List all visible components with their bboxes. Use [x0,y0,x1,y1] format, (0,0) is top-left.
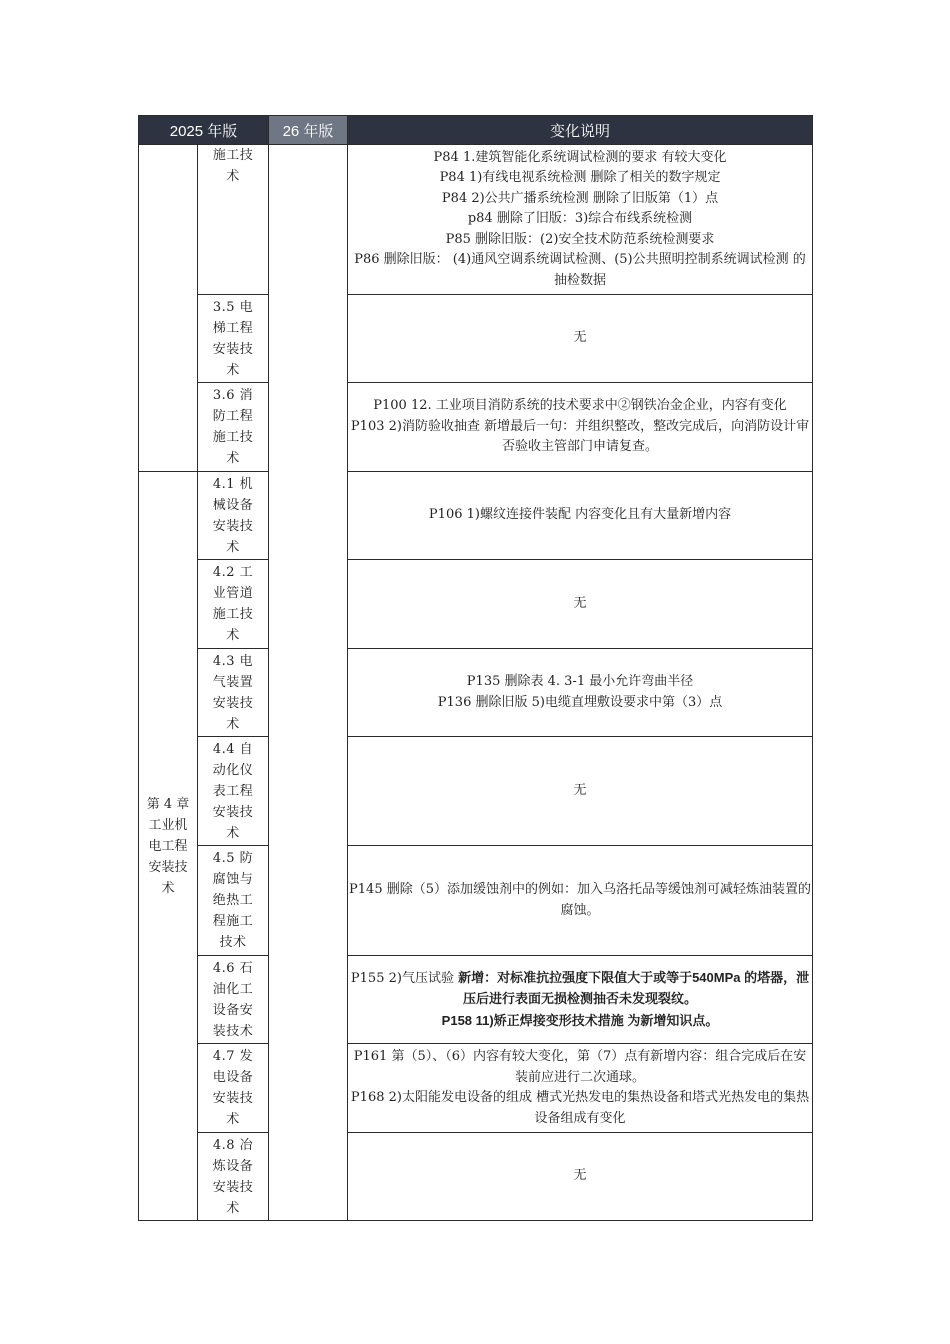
section-cell [198,472,269,560]
section-text: 4.1 机 [212,476,254,492]
col-26-empty [269,145,348,1221]
section-cell [198,560,269,649]
change-line: P161 第（5）、（6）内容有较大变化，第（7）点有新增内容：组合完成后在安装前应进行二次通球。 [353,1049,807,1085]
section-text: 技术 [219,935,247,950]
change-description [348,846,813,956]
change-line: 无 [573,595,587,611]
section-cell [198,145,269,295]
change-description [348,1133,813,1221]
change-line: P84 1)有线电视系统检测 删除了相关的数字规定 [439,170,721,186]
table-row [139,1044,813,1133]
section-text: 4.4 自 [212,741,254,757]
chapter-text: 工业机 [148,817,188,833]
change-line-bold: 新增：对标准抗拉强度下限值大于或等于540MPa 的塔器，泄压后进行表面无损检测抽否未发现裂纹。 [458,969,810,1007]
change-description [348,145,813,295]
section-text: 4.7 发 [212,1049,254,1064]
section-text: 防工程 [212,409,254,424]
section-text: 术 [226,1112,240,1127]
change-description [348,560,813,649]
change-line: P84 1.建筑智能化系统调试检测的要求 有较大变化 [433,149,727,165]
change-line: P145 删除（5）添加缓蚀剂中的例如：加入乌洛托品等缓蚀剂可减轻炼油装置的腐蚀。 [349,882,811,918]
change-line: P86 删除旧版： (4)通风空调系统调试检测、(5)公共照明控制系统调试检测 的抽检数据 [354,252,806,288]
change-line [348,968,812,1011]
change-line: 无 [573,782,587,798]
section-text: 安装技 [212,1091,254,1106]
section-text: 安装技 [212,1179,254,1195]
change-description [348,295,813,383]
comparison-table [138,115,813,1221]
section-text: 业管道 [212,586,254,601]
section-text: 油化工 [212,981,254,997]
section-text: 动化仪 [212,762,254,778]
section-text: 炼设备 [212,1158,254,1174]
section-text: 安装技 [212,695,254,711]
header-26: 26 年版 [269,116,348,145]
header-2025: 2025 年版 [139,116,269,145]
section-text: 腐蚀与 [212,872,254,887]
section-text: 施工技 [212,430,254,445]
change-line: P136 删除旧版 5)电缆直埋敷设要求中第（3）点 [437,694,723,710]
section-cell [198,1044,269,1133]
section-text: 械设备 [212,497,254,513]
section-text: 电设备 [212,1070,254,1085]
change-description [348,472,813,560]
change-line: P106 1)螺纹连接件装配 内容变化且有大量新增内容 [428,507,732,523]
chapter-text: 第 4 章 [146,796,190,812]
change-line-normal: P155 2)气压试验 [350,970,459,986]
section-cell [198,737,269,846]
section-text: 装技术 [212,1023,254,1039]
section-text: 气装置 [212,674,254,690]
table-row [139,649,813,737]
table-row [139,1133,813,1221]
section-text: 设备安 [212,1002,254,1018]
change-description [348,649,813,737]
section-text: 4.5 防 [212,851,254,866]
header-change: 变化说明 [348,116,813,145]
section-text: 4.2 工 [212,565,254,580]
table-row [139,295,813,383]
section-cell [198,956,269,1044]
change-line: p84 删除了旧版：3)综合布线系统检测 [467,211,693,227]
section-text: 术 [226,169,240,184]
header-row [139,116,813,145]
section-text: 安装技 [212,518,254,534]
change-line: 无 [573,1168,587,1184]
table-row [139,560,813,649]
section-text: 术 [226,451,240,466]
change-line: P100 12. 工业项目消防系统的技术要求中②钢铁冶金企业，内容有变化 [373,398,787,414]
chapter-text: 术 [161,880,175,896]
section-text: 4.6 石 [212,960,254,976]
change-description [348,737,813,846]
change-line-bold: P158 11)矫正焊接变形技术措施 为新增知识点。 [441,1012,719,1028]
table-row [139,383,813,472]
section-cell [198,295,269,383]
section-text: 术 [226,539,240,555]
section-text: 程施工 [212,914,254,929]
section-text: 安装技 [212,804,254,820]
section-text: 安装技 [212,341,254,357]
chapter-label [139,472,198,1221]
section-text: 4.3 电 [212,653,254,669]
table-row [139,145,813,295]
change-line: P85 删除旧版：(2)安全技术防范系统检测要求 [445,231,715,247]
chapter-text: 电工程 [148,838,188,854]
table-row [139,846,813,956]
change-line: P135 删除表 4. 3-1 最小允许弯曲半径 [466,674,694,689]
section-text: 绝热工 [212,893,254,908]
change-line: P103 2)消防验收抽查 新增最后一句：并组织整改，整改完成后，向消防设计审否验收主管部门申请复查。 [350,418,810,455]
table-row [139,472,813,560]
section-text: 4.8 冶 [212,1137,254,1153]
section-text: 术 [226,1200,240,1216]
section-text: 3.6 消 [212,388,254,403]
section-cell [198,383,269,472]
section-text: 术 [226,716,240,732]
change-line: 无 [573,330,587,346]
change-description [348,1044,813,1133]
change-description [348,383,813,472]
section-text: 3.5 电 [212,299,254,315]
table-row [139,956,813,1044]
section-cell [198,649,269,737]
section-text: 表工程 [212,783,254,799]
change-line: P84 2)公共广播系统检测 删除了旧版第（1）点 [441,190,719,206]
section-text: 施工技 [212,607,254,622]
section-text: 梯工程 [212,320,254,336]
change-description [348,956,813,1044]
section-cell [198,846,269,956]
table-row [139,737,813,846]
chapter-cell-empty [139,145,198,472]
change-line: P168 2)太阳能发电设备的组成 槽式光热发电的集热设备和塔式光热发电的集热设备组成有变化 [350,1090,810,1126]
section-text: 术 [226,825,240,841]
chapter-text: 安装技 [148,859,188,875]
section-text: 施工技 [212,148,254,163]
section-text: 术 [226,362,240,378]
section-cell [198,1133,269,1221]
section-text: 术 [226,628,240,643]
